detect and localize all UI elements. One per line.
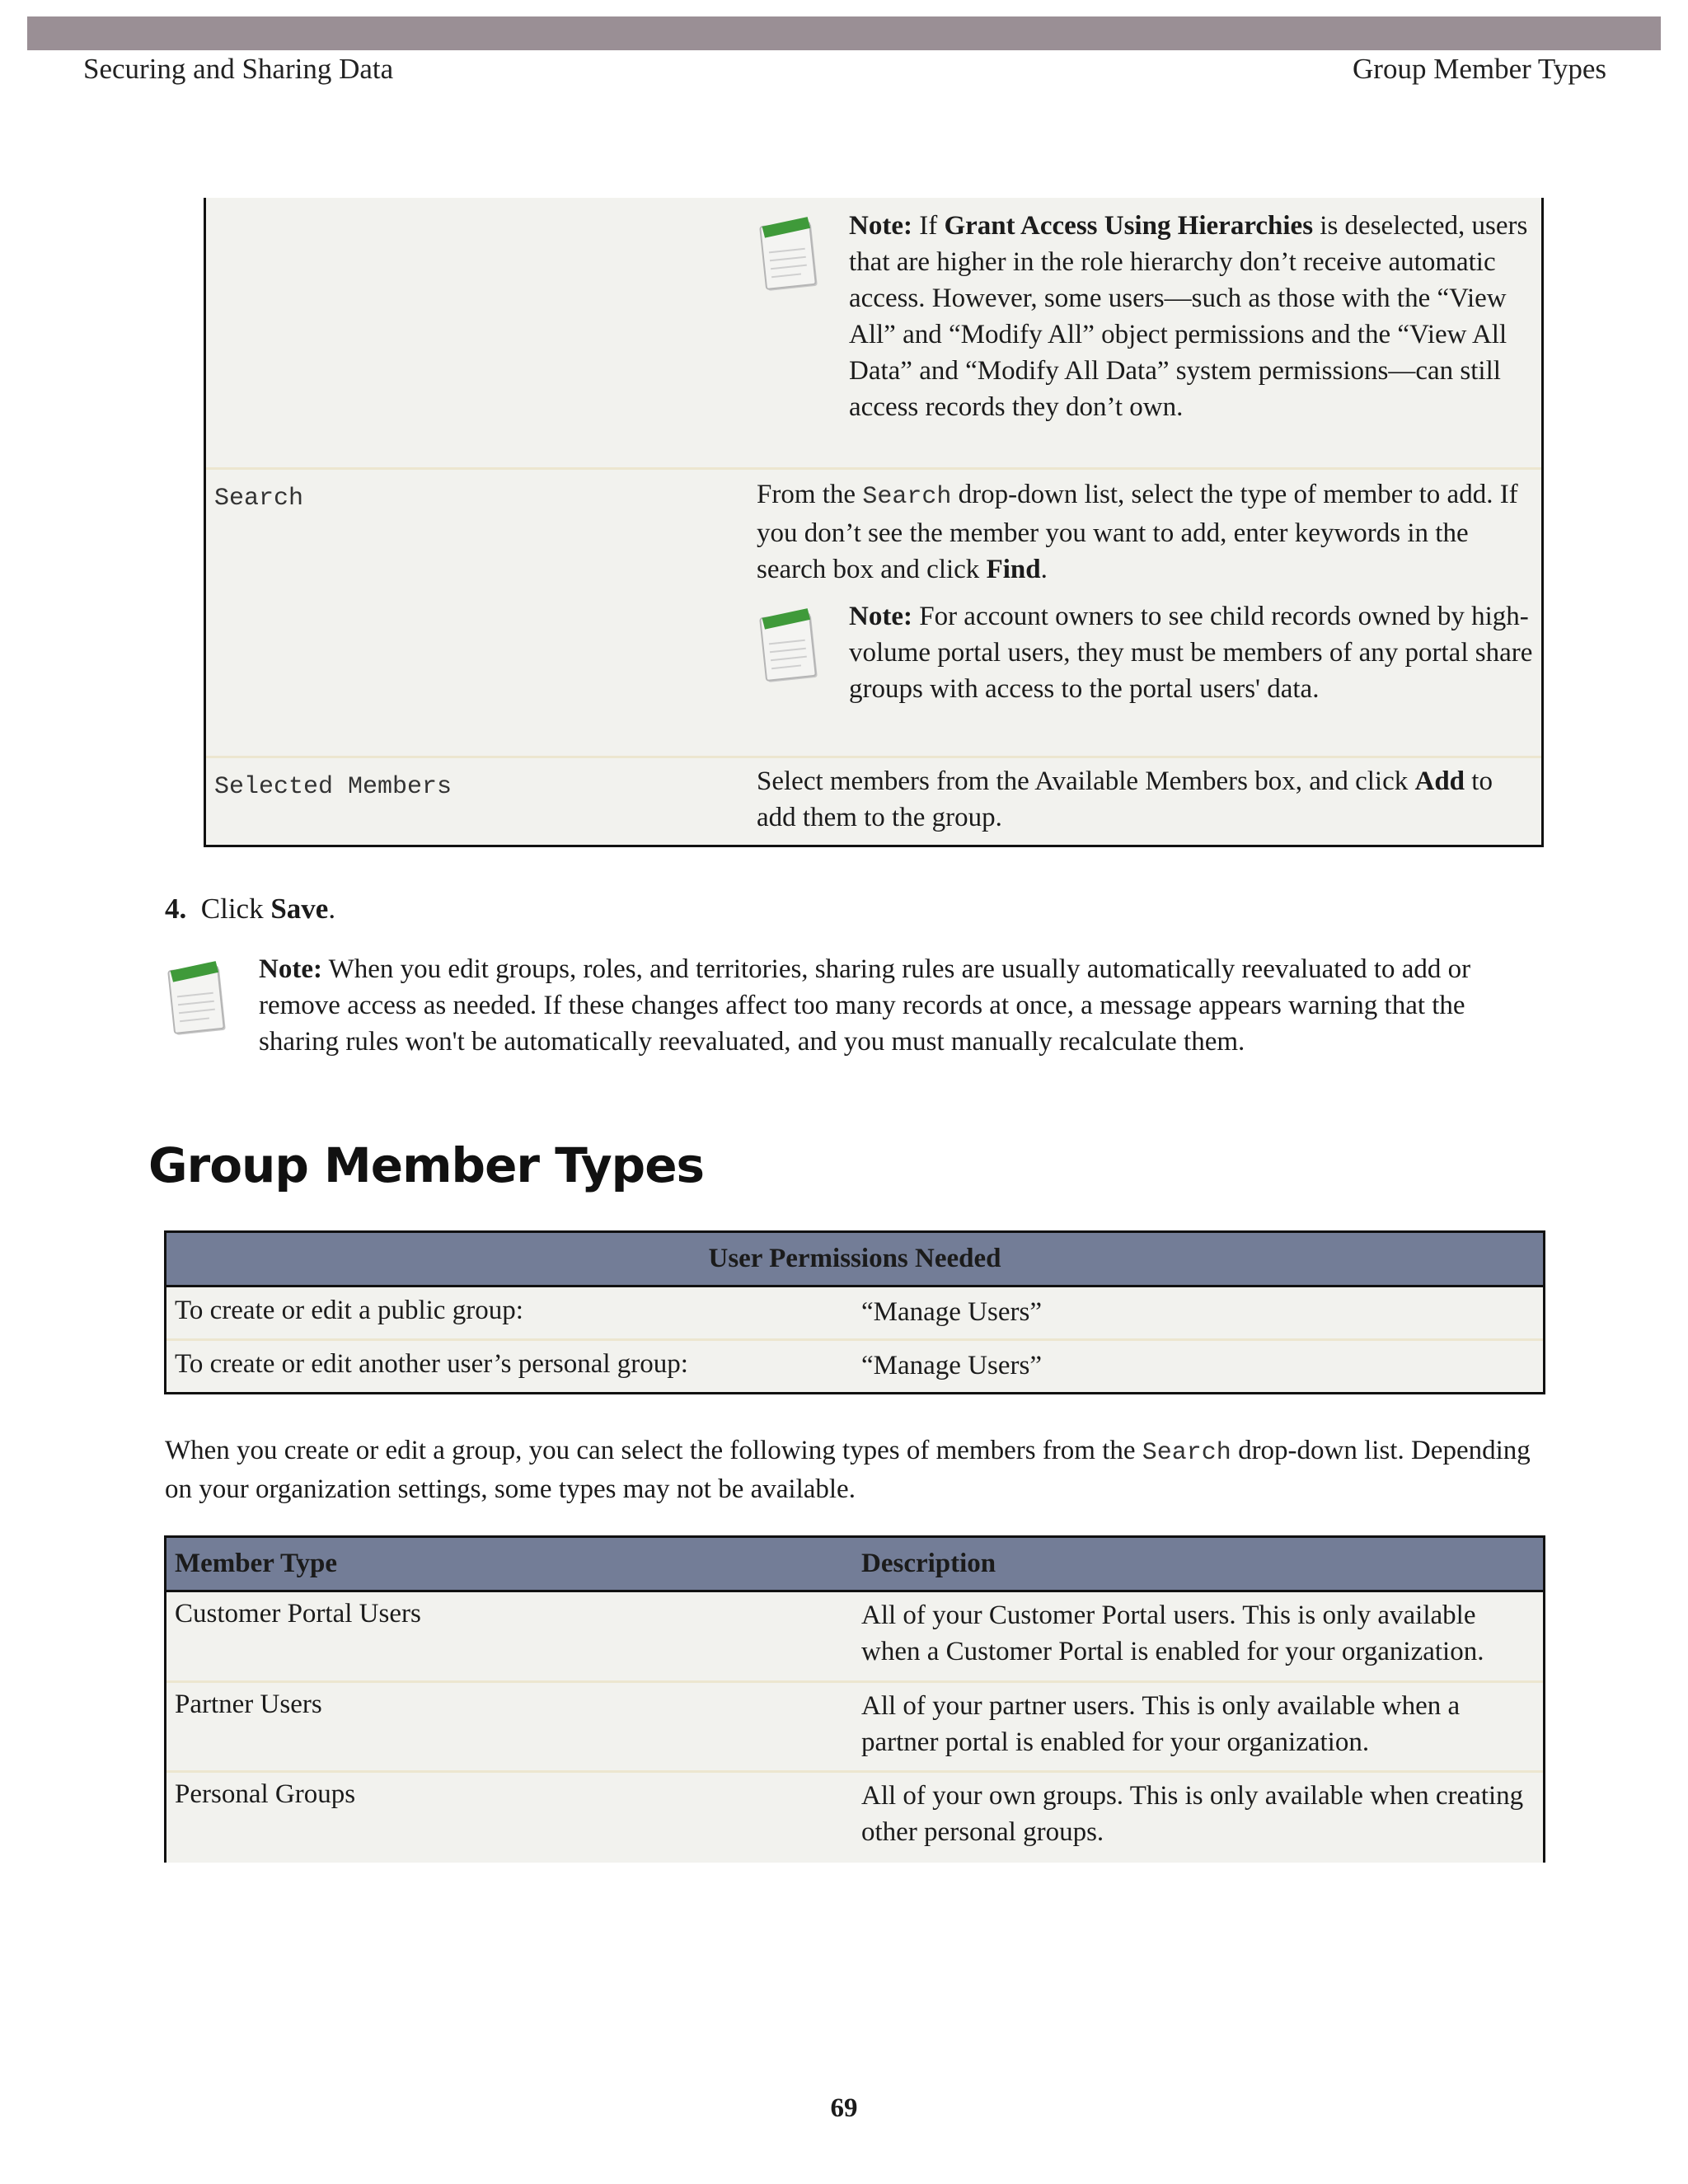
permissions-table (164, 1230, 1545, 1394)
field-desc-search: From the Search drop-down list, select the type of member to add. If you don’t see the member you want to add, enter keywords in the search box and click Find. (757, 480, 1518, 584)
permission-action: To create or edit a public group: (175, 1296, 523, 1325)
running-header-right: Group Member Types (1353, 53, 1606, 85)
save-ref: Save (270, 893, 329, 925)
table-row (166, 1287, 1543, 1341)
member-type: Personal Groups (175, 1779, 356, 1809)
permission-action: To create or edit another user’s personal group: (175, 1349, 688, 1379)
note-icon (757, 214, 823, 293)
member-type: Partner Users (175, 1690, 322, 1719)
note-icon (165, 958, 231, 1038)
table-row (166, 1341, 1543, 1392)
member-type-description: All of your own groups. This is only available when creating other personal groups. (861, 1781, 1524, 1847)
member-type: Customer Portal Users (175, 1599, 421, 1629)
field-label-selected-members: Selected Members (214, 773, 452, 801)
top-bar (27, 16, 1661, 50)
note-portal-share-groups: Note: For account owners to see child records owned by high-volume portal users, they must be members of any portal share groups with access to the portal users' data. (849, 602, 1533, 704)
table-row (166, 1773, 1543, 1863)
member-type-description: All of your partner users. This is only available when a partner portal is enabled for your organization. (861, 1691, 1461, 1757)
section-title: Group Member Types (148, 1137, 705, 1193)
running-header-left: Securing and Sharing Data (83, 53, 394, 85)
note-label: Note: (259, 954, 322, 984)
note-hierarchies: Note: If Grant Access Using Hierarchies is deselected, users that are higher in the role hierarchy don’t receive automatic access. However, some users—such as those with the “View All” and “Modify All” object permissions and the “View All Data” and “Modify All Data” system permissions—can still access records they don’t own. (849, 211, 1528, 422)
table-row-selected-members (206, 758, 1541, 845)
member-types-intro: When you create or edit a group, you can select the following types of members from the Search drop-down list. Depending on your organization settings, some types may not be available. (165, 1436, 1531, 1504)
permission-value: “Manage Users” (861, 1351, 1042, 1380)
page-number: 69 (830, 2093, 858, 2123)
note-sharing-rules: Note: When you edit groups, roles, and territories, sharing rules are usually automatically reevaluated to add or remove access as needed. If these changes affect too many records at once, a message appears warning that the sharing rules won't be automatically reevaluated, and you must manually recalculate them. (259, 954, 1471, 1057)
grant-access-setting-name: Grant Access Using Hierarchies (944, 211, 1314, 241)
step-number: 4. (165, 893, 187, 925)
table-row (166, 1683, 1543, 1773)
permissions-table-header: User Permissions Needed (166, 1233, 1543, 1287)
member-types-table-header (166, 1538, 1543, 1592)
note-label: Note: (849, 211, 912, 241)
continued-field-table (204, 198, 1544, 847)
field-label-search: Search (214, 485, 304, 513)
table-row (206, 198, 1541, 470)
table-row (166, 1592, 1543, 1683)
column-header-member-type: Member Type (175, 1549, 338, 1578)
member-types-table (164, 1535, 1545, 1863)
table-row-search (206, 470, 1541, 758)
note-icon (757, 606, 823, 685)
column-header-description: Description (861, 1549, 996, 1578)
field-desc-selected-members: Select members from the Available Members box, and click Add to add them to the group. (757, 766, 1493, 832)
step-4: 4. Click Save. (165, 893, 336, 925)
note-label: Note: (849, 602, 912, 631)
member-type-description: All of your Customer Portal users. This is only available when a Customer Portal is enabled for your organization. (861, 1601, 1484, 1666)
permission-value: “Manage Users” (861, 1297, 1042, 1327)
